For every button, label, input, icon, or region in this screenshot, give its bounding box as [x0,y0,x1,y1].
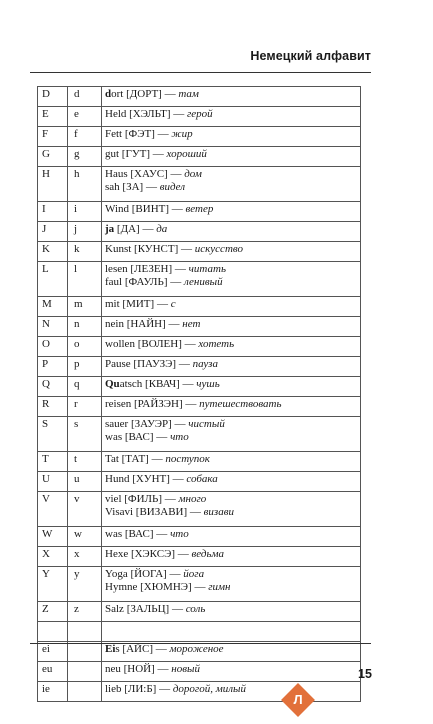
letter-upper-cell: F [38,127,68,147]
example-line [105,263,357,276]
example-transcription: viel [ФИЛЬ] — [105,493,179,505]
letter-lower-cell: k [68,242,102,262]
example-translation: собака [186,473,218,485]
example-transcription: ort [ДОРТ] — [111,88,179,100]
example-translation: хотеть [198,338,235,350]
example-transcription: sauer [ЗАУЭР] — [105,418,189,430]
table-row [38,527,361,547]
example-cell [102,377,361,397]
example-translation: читать [188,263,226,275]
letter-upper-cell: ie [38,682,68,702]
example-cell [102,397,361,417]
example-transcription: Kunst [КУНСТ] — [105,243,195,255]
example-word-bold-part: ja [105,223,115,235]
example-cell [102,87,361,107]
letter-upper-cell: W [38,527,68,547]
example-cell [102,622,361,642]
example-word-bold-part: Ei [105,643,116,655]
letter-lower-cell [68,642,102,662]
example-line [105,581,357,594]
table-row [38,452,361,472]
table-row [38,167,361,202]
example-cell [102,262,361,297]
example-cell [102,222,361,242]
letter-lower-cell: t [68,452,102,472]
letter-lower-cell: i [68,202,102,222]
table-row [38,642,361,662]
example-cell [102,602,361,622]
letter-lower-cell: p [68,357,102,377]
letter-upper-cell: L [38,262,68,297]
table-row [38,662,361,682]
letter-upper-cell: V [38,492,68,527]
table-row [38,492,361,527]
publisher-logo [281,683,315,717]
letter-lower-cell: u [68,472,102,492]
example-translation: да [156,223,168,235]
table-row [38,622,361,642]
letter-lower-cell [68,662,102,682]
example-line [105,683,357,696]
publisher-logo-letter: Л [293,692,303,707]
example-line [105,128,357,141]
letter-lower-cell: r [68,397,102,417]
example-translation: хороший [166,148,207,160]
example-translation: ленивый [183,275,223,288]
example-word-bold-part: Qu [105,378,120,390]
example-translation: путешествовать [199,398,282,410]
letter-upper-cell: ei [38,642,68,662]
example-cell [102,642,361,662]
table-row [38,567,361,602]
letter-lower-cell: v [68,492,102,527]
example-line [105,243,357,256]
example-line [105,398,357,411]
table-row [38,127,361,147]
table-row [38,107,361,127]
example-translation: что [170,430,189,443]
example-line [105,168,357,181]
example-line [105,276,357,289]
example-transcription: Pause [ПАУЗЭ] — [105,358,193,370]
example-line [105,493,357,506]
example-transcription: s [АЙС] — [115,643,170,655]
example-transcription: reisen [РАЙЗЭН] — [105,398,200,410]
example-transcription: Fett [ФЭТ] — [105,128,172,140]
example-transcription: Tat [ТАТ] — [105,453,166,465]
example-transcription: lesen [ЛЕЗЕН] — [105,263,189,275]
letter-upper-cell: J [38,222,68,242]
example-transcription: atsch [КВАЧ] — [119,378,197,390]
example-translation: поступок [165,453,210,465]
example-transcription: Hymne [ХЮМНЭ] — [105,580,209,593]
example-translation: йога [183,568,205,580]
example-cell [102,682,361,702]
letter-upper-cell [38,622,68,642]
table-row [38,397,361,417]
example-cell [102,167,361,202]
letter-lower-cell: s [68,417,102,452]
letter-upper-cell: M [38,297,68,317]
letter-upper-cell: K [38,242,68,262]
table-row [38,317,361,337]
example-line [105,378,357,391]
example-line [105,181,357,194]
letter-upper-cell: D [38,87,68,107]
letter-lower-cell: j [68,222,102,242]
page-header-title: Немецкий алфавит [250,49,371,63]
example-transcription: was [ВАС] — [105,528,171,540]
table-row [38,202,361,222]
example-translation: визави [203,505,234,518]
letter-lower-cell: n [68,317,102,337]
letter-lower-cell: o [68,337,102,357]
page-number: 15 [358,667,372,681]
letter-upper-cell: R [38,397,68,417]
example-translation: дом [184,168,202,180]
table-row [38,472,361,492]
example-cell [102,242,361,262]
example-line [105,528,357,541]
example-translation: пауза [192,358,218,370]
example-cell [102,452,361,472]
table-row [38,242,361,262]
letter-lower-cell: g [68,147,102,167]
example-line [105,358,357,371]
example-line [105,603,357,616]
table-row [38,297,361,317]
example-cell [102,297,361,317]
example-line [105,203,357,216]
example-line [105,643,357,656]
example-cell [102,107,361,127]
example-transcription: lieb [ЛИ:Б] — [105,683,173,695]
example-line [105,568,357,581]
letter-lower-cell: q [68,377,102,397]
table-row [38,357,361,377]
example-transcription: Hund [ХУНТ] — [105,473,187,485]
example-cell [102,417,361,452]
letter-upper-cell: X [38,547,68,567]
letter-upper-cell: eu [38,662,68,682]
letter-lower-cell: l [68,262,102,297]
example-translation: ветер [185,203,214,215]
example-transcription: was [ВАС] — [105,430,171,443]
example-transcription: neu [НОЙ] — [105,663,172,675]
example-transcription: gut [ГУТ] — [105,148,167,160]
example-cell [102,492,361,527]
example-cell [102,147,361,167]
example-cell [102,317,361,337]
example-cell [102,357,361,377]
example-line [105,298,357,311]
example-cell [102,202,361,222]
example-line [105,548,357,561]
example-translation: мороженое [169,643,224,655]
example-transcription: Visavi [ВИЗАВИ] — [105,505,204,518]
example-translation: там [178,88,199,100]
letter-lower-cell: e [68,107,102,127]
example-word-bold-part: d [105,88,112,100]
footer-rule [30,643,371,644]
example-translation: искусство [194,243,244,255]
example-translation: чистый [188,418,225,430]
example-transcription: Hexe [ХЭКСЭ] — [105,548,192,560]
letter-lower-cell: y [68,567,102,602]
example-translation: новый [171,663,200,675]
letter-upper-cell: H [38,167,68,202]
example-transcription: Wind [ВИНТ] — [105,203,186,215]
example-line [105,148,357,161]
example-translation: нет [182,318,201,330]
example-line [105,431,357,444]
example-cell [102,662,361,682]
example-translation: видел [159,180,186,193]
example-cell [102,567,361,602]
example-translation: с [170,298,176,310]
example-cell [102,527,361,547]
table-row [38,222,361,242]
letter-lower-cell: h [68,167,102,202]
example-line [105,473,357,486]
example-translation: ведьма [191,548,224,560]
example-transcription: nein [НАЙН] — [105,318,183,330]
letter-upper-cell: T [38,452,68,472]
letter-upper-cell: I [38,202,68,222]
example-transcription: Held [ХЭЛЬТ] — [105,108,187,120]
example-translation: гимн [208,580,231,593]
letter-lower-cell [68,682,102,702]
letter-upper-cell: E [38,107,68,127]
letter-lower-cell: z [68,602,102,622]
example-translation: дорогой, милый [172,683,246,695]
letter-lower-cell: m [68,297,102,317]
letter-lower-cell: w [68,527,102,547]
letter-upper-cell: Q [38,377,68,397]
table-row [38,417,361,452]
example-transcription: Salz [ЗАЛЬЦ] — [105,603,186,615]
example-cell [102,472,361,492]
header-rule [30,72,371,73]
letter-lower-cell: f [68,127,102,147]
example-line [105,453,357,466]
letter-upper-cell: G [38,147,68,167]
letter-lower-cell: d [68,87,102,107]
table-row [38,147,361,167]
example-transcription: sah [ЗА] — [105,180,160,193]
letter-upper-cell: Z [38,602,68,622]
letter-upper-cell: U [38,472,68,492]
table-row [38,377,361,397]
example-translation: соль [185,603,206,615]
example-line [105,108,357,121]
letter-upper-cell: N [38,317,68,337]
alphabet-table [37,86,361,702]
example-line [105,506,357,519]
alphabet-table-body [38,87,361,702]
example-line [105,338,357,351]
letter-lower-cell: x [68,547,102,567]
example-cell [102,127,361,147]
example-line [105,663,357,676]
example-translation: чушь [196,378,220,390]
example-translation: что [170,528,189,540]
example-transcription: wollen [ВОЛЕН] — [105,338,199,350]
table-row [38,87,361,107]
example-line [105,418,357,431]
letter-upper-cell: Y [38,567,68,602]
table-row [38,337,361,357]
letter-upper-cell: O [38,337,68,357]
example-transcription: mit [МИТ] — [105,298,171,310]
example-transcription: faul [ФАУЛЬ] — [105,275,184,288]
example-transcription: Haus [ХАУС] — [105,168,185,180]
letter-upper-cell: P [38,357,68,377]
letter-lower-cell [68,622,102,642]
example-line [105,88,357,101]
example-line [105,318,357,331]
example-translation: жир [171,128,193,140]
example-cell [102,337,361,357]
example-translation: герой [187,108,213,120]
table-row [38,547,361,567]
example-transcription: [ДА] — [114,223,157,235]
example-translation: много [178,493,207,505]
letter-upper-cell: S [38,417,68,452]
example-transcription: Yoga [ЙОГА] — [105,568,184,580]
example-line [105,223,357,236]
table-row [38,602,361,622]
table-row [38,262,361,297]
example-cell [102,547,361,567]
